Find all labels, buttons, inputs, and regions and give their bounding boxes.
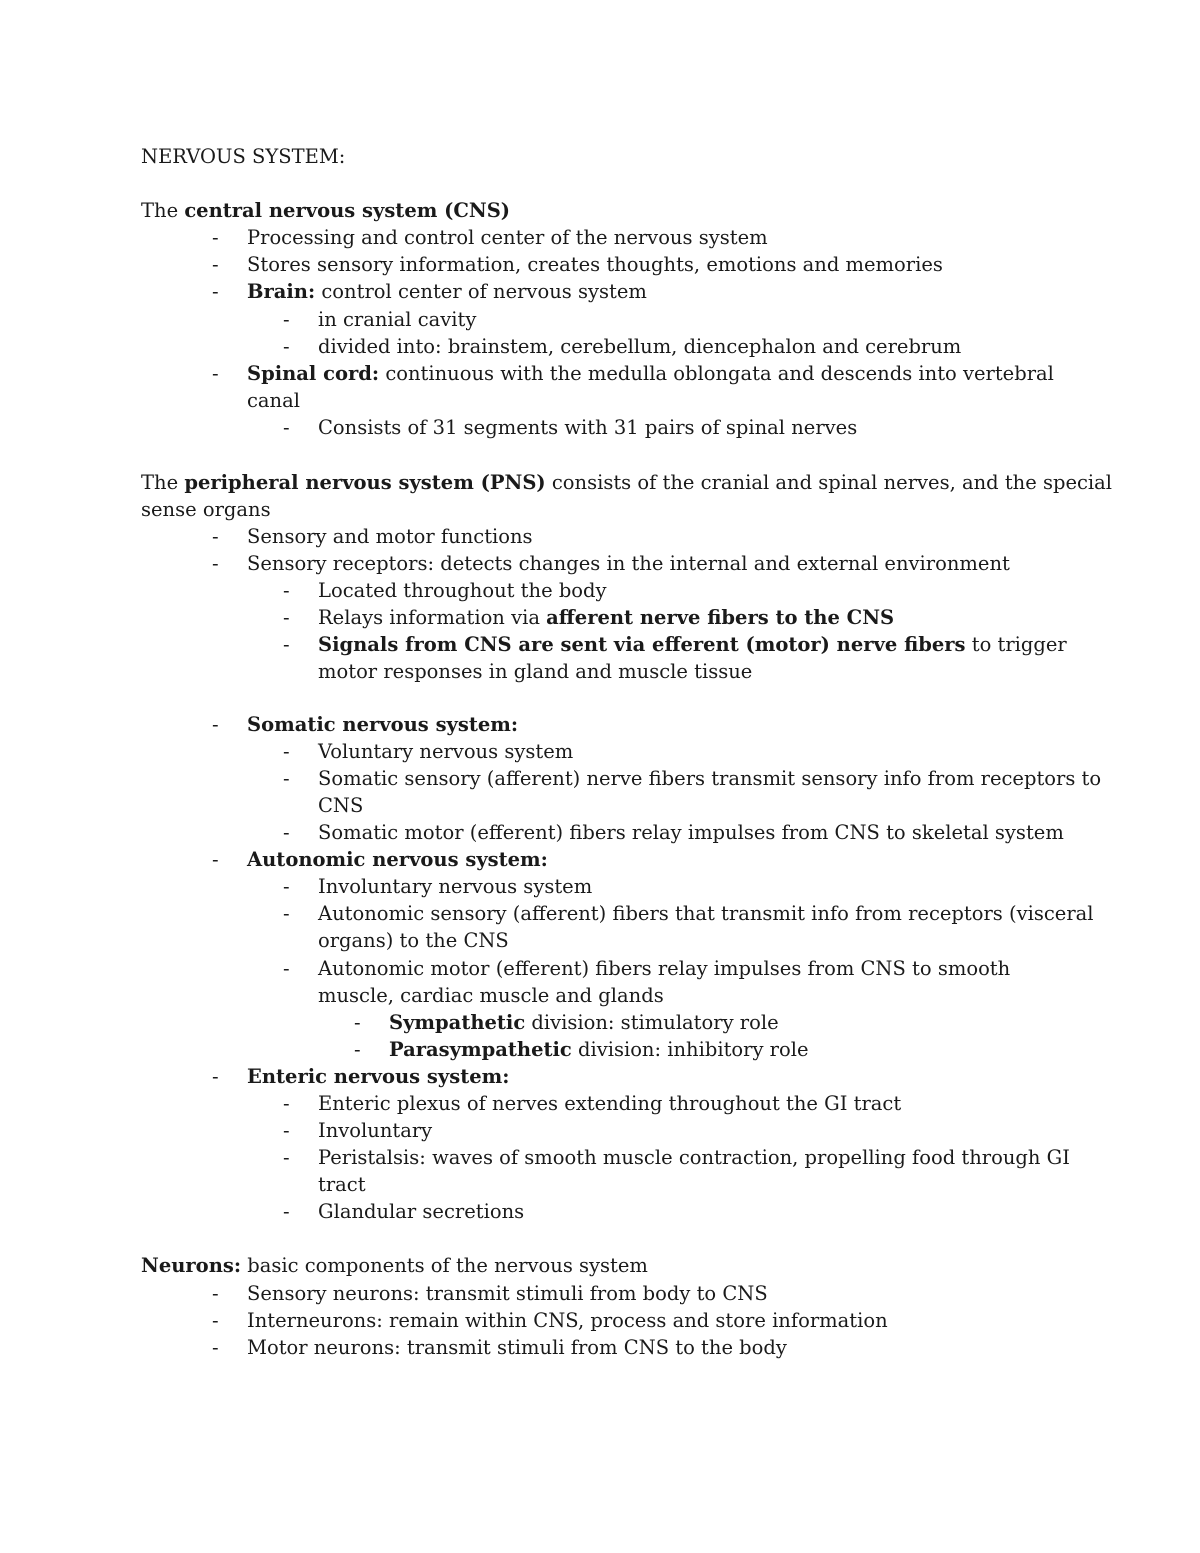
list-item-cont: motor responses in gland and muscle tissue [318, 660, 753, 683]
list-item-brain [247, 278, 647, 305]
bullet-dash: - [283, 606, 290, 629]
list-item-cont: muscle, cardiac muscle and glands [318, 984, 664, 1007]
parasympathetic-text: division: inhibitory role [571, 1038, 809, 1061]
bullet-dash: - [283, 1200, 290, 1223]
bullet-dash: - [212, 226, 219, 249]
brain-label: Brain: [247, 280, 316, 303]
bullet-dash: - [354, 1011, 361, 1034]
somatic-heading [247, 711, 518, 738]
brain-text: control center of nervous system [315, 280, 647, 303]
list-item: Consists of 31 segments with 31 pairs of spinal nerves [318, 416, 858, 439]
list-item: divided into: brainstem, cerebellum, diencephalon and cerebrum [318, 335, 962, 358]
bullet-dash: - [283, 416, 290, 439]
list-item [389, 1036, 809, 1063]
bullet-dash: - [283, 957, 290, 980]
list-item: Glandular secretions [318, 1200, 525, 1223]
list-item-cont: tract [318, 1173, 366, 1196]
bullet-dash: - [212, 1309, 219, 1332]
bullet-dash: - [212, 1065, 219, 1088]
bullet-dash: - [212, 362, 219, 385]
bullet-dash: - [283, 740, 290, 763]
list-item: Involuntary nervous system [318, 875, 593, 898]
list-item: Interneurons: remain within CNS, process and store information [247, 1309, 888, 1332]
list-item: Peristalsis: waves of smooth muscle contraction, propelling food through GI [318, 1146, 1070, 1169]
list-item: in cranial cavity [318, 308, 477, 331]
autonomic-heading [247, 846, 548, 873]
neurons-text: basic components of the nervous system [241, 1254, 648, 1277]
list-item [389, 1009, 779, 1036]
pns-heading-cont: sense organs [141, 498, 271, 521]
bullet-dash: - [283, 579, 290, 602]
pns-heading [141, 469, 1112, 496]
sympathetic-label: Sympathetic [389, 1011, 526, 1034]
bullet-dash: - [283, 875, 290, 898]
sympathetic-text: division: stimulatory role [525, 1011, 779, 1034]
autonomic-label: Autonomic nervous system: [247, 848, 548, 871]
bullet-dash: - [212, 253, 219, 276]
pns-intro-pre: The [141, 471, 185, 494]
pns-intro-post: consists of the cranial and spinal nerves, and the special [545, 471, 1113, 494]
bullet-dash: - [212, 552, 219, 575]
list-item-cont: canal [247, 389, 300, 412]
parasympathetic-label: Parasympathetic [389, 1038, 572, 1061]
enteric-label: Enteric nervous system: [247, 1065, 510, 1088]
bullet-dash: - [283, 308, 290, 331]
page-title: NERVOUS SYSTEM: [141, 145, 346, 168]
somatic-label: Somatic nervous system: [247, 713, 519, 736]
list-item: Voluntary nervous system [318, 740, 574, 763]
list-item: Sensory receptors: detects changes in the internal and external environment [247, 552, 1010, 575]
bullet-dash: - [212, 1282, 219, 1305]
bullet-dash: - [283, 1146, 290, 1169]
list-item [318, 604, 894, 631]
list-item: Somatic sensory (afferent) nerve fibers transmit sensory info from receptors to [318, 767, 1102, 790]
bullet-dash: - [212, 280, 219, 303]
pns-intro-bold: peripheral nervous system (PNS) [184, 471, 546, 494]
pns-sub2-pre: Relays information via [318, 606, 547, 629]
list-item: Located throughout the body [318, 579, 607, 602]
list-item: Autonomic sensory (afferent) fibers that transmit info from receptors (visceral [318, 902, 1094, 925]
cns-heading [141, 197, 510, 224]
bullet-dash: - [354, 1038, 361, 1061]
cns-intro-pre: The [141, 199, 185, 222]
cns-intro-bold: central nervous system (CNS) [184, 199, 511, 222]
spinal-label: Spinal cord: [247, 362, 380, 385]
list-item-cont: CNS [318, 794, 364, 817]
list-item: Sensory and motor functions [247, 525, 533, 548]
list-item: Processing and control center of the nervous system [247, 226, 768, 249]
bullet-dash: - [212, 1336, 219, 1359]
spinal-text: continuous with the medulla oblongata and descends into vertebral [379, 362, 1054, 385]
neurons-label: Neurons: [141, 1254, 242, 1277]
bullet-dash: - [283, 902, 290, 925]
bullet-dash: - [212, 848, 219, 871]
bullet-dash: - [283, 335, 290, 358]
bullet-dash: - [212, 713, 219, 736]
list-item: Somatic motor (efferent) fibers relay impulses from CNS to skeletal system [318, 821, 1064, 844]
bullet-dash: - [283, 1092, 290, 1115]
bullet-dash: - [283, 821, 290, 844]
list-item-spinal [247, 360, 1054, 387]
bullet-dash: - [212, 525, 219, 548]
pns-sub3-bold: Signals from CNS are sent via efferent (motor) nerve fibers [318, 633, 966, 656]
list-item [318, 631, 1067, 658]
pns-sub2-bold: afferent nerve fibers to the CNS [546, 606, 895, 629]
bullet-dash: - [283, 1119, 290, 1142]
pns-sub3-post: to trigger [965, 633, 1067, 656]
list-item: Enteric plexus of nerves extending throughout the GI tract [318, 1092, 902, 1115]
list-item: Motor neurons: transmit stimuli from CNS to the body [247, 1336, 787, 1359]
enteric-heading [247, 1063, 509, 1090]
bullet-dash: - [283, 633, 290, 656]
list-item: Sensory neurons: transmit stimuli from body to CNS [247, 1282, 768, 1305]
list-item-cont: organs) to the CNS [318, 929, 509, 952]
neurons-heading [141, 1252, 648, 1279]
list-item: Involuntary [318, 1119, 433, 1142]
list-item: Autonomic motor (efferent) fibers relay impulses from CNS to smooth [318, 957, 1011, 980]
bullet-dash: - [283, 767, 290, 790]
list-item: Stores sensory information, creates thoughts, emotions and memories [247, 253, 943, 276]
